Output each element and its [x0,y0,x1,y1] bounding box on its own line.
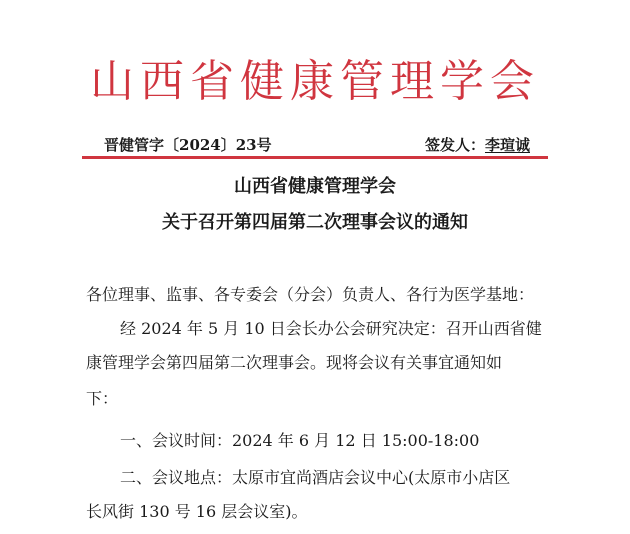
signer [425,134,530,155]
red-divider-rule [82,156,548,159]
signer-name: 李瑄诚 [484,136,530,154]
paragraph-1-line-1: 经 2024 年 5 月 10 日会长办公会研究决定：召开山西省健 [120,319,542,338]
document-number: 晋健管字〔2024〕23号 [104,136,272,154]
paragraph-1-line-3: 下： [86,389,119,408]
notice-title-line-1: 山西省健康管理学会 [234,176,396,197]
paragraph-1-line-2: 康管理学会第四届第二次理事会。现将会议有关事宜通知如 [86,353,503,372]
signer-label: 签发人： [424,136,485,154]
organization-header: 山西省健康管理学会 [90,56,540,107]
item-meeting-location-line-2: 长风街 130 号 16 层会议室)。 [86,502,308,521]
item-meeting-location-line-1: 二、会议地点：太原市宜尚酒店会议中心(太原市小店区 [120,468,511,487]
salutation: 各位理事、监事、各专委会（分会）负责人、各行为医学基地： [86,285,535,304]
item-meeting-time: 一、会议时间：2024 年 6 月 12 日 15:00-18:00 [120,431,480,450]
notice-title-line-2: 关于召开第四届第二次理事会议的通知 [162,212,468,233]
